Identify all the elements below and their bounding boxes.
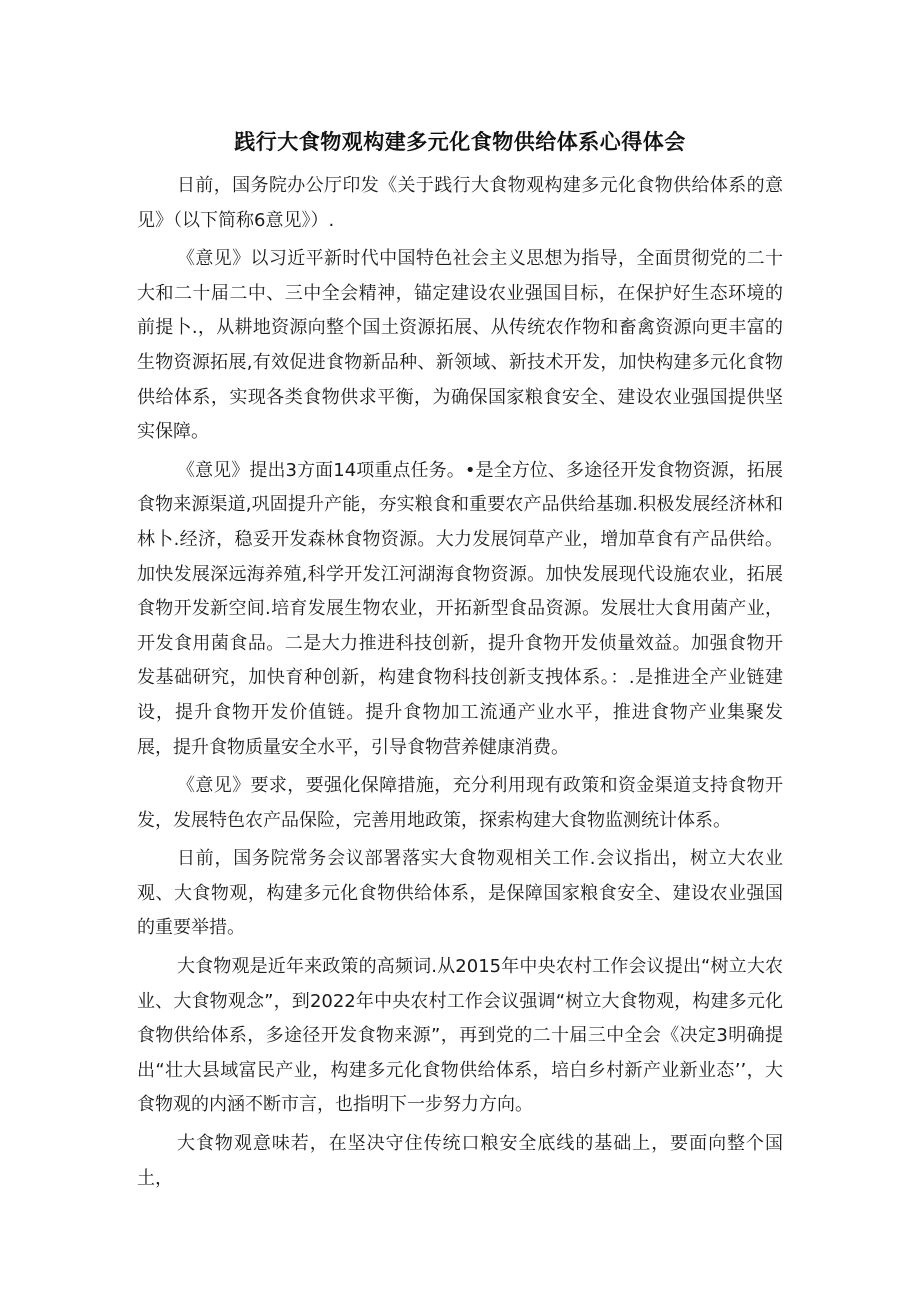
paragraph: 大食物观是近年来政策的高频词.从2015年中央农村工作会议提出“树立大农业、大食物观念”，到2022年中央农村工作会议强调“树立大食物观，构建多元化食物供给体系，多途径开发食物来源”，再到党的二十届三中全会《决定3明确提出“壮大县域富民产业，构建多元化食物供给体系，培白乡村新产业新业态’’，大食物观的内涵不断市言，也指明下一步努力方向。 [137, 956, 783, 1116]
paragraph: 日前，国务院常务会议部署落实大食物观相关工作.会议指出，树立大农业观、大食物观，构建多元化食物供给体系，是保障国家粮食安全、建设农业强国的重要举措。 [137, 848, 783, 939]
paragraph: 《意见》要求，要强化保障措施，充分利用现有政策和资金渠道支持食物开发，发展特色农产品保险，完善用地政策，探索构建大食物监测统计体系。 [137, 775, 783, 831]
document-body [137, 169, 783, 1200]
paragraph: 大食物观意味若，在坚决守住传统口粮安全底线的基础上，要面向整个国土， [137, 1133, 783, 1189]
paragraph: 《意见》提出3方面14项重点任务。•是全方位、多途径开发食物资源，拓展食物来源渠道,巩固提升产能，夯实粮食和重要农产品供给基珈.积极发展经济林和林卜.经济，稳妥开发森林食物资源。大力发展饲草产业，增加草食有产品供给。加快发展深远海养殖,科学开发江河湖海食物资源。加快发展现代设施农业，拓展食物开发新空间.培育发展生物农业，开拓新型食品资源。发展壮大食用菌产业，开发食用菌食品。二是大力推进科技创新，提升食物开发侦量效益。加强食物开发基础研究，加快育种创新，构建食物科技创新支拽体系。：.是推进全产业链建设，提升食物开发价值链。提升食物加工流通产业水平，推进食物产业集聚发展，提升食物质量安全水平，引导食物营养健康消费。 [137, 459, 783, 758]
document-title: 践行大食物观构建多元化食物供给体系心得体会 [234, 130, 686, 154]
paragraph: 《意见》以习近平新时代中国特色社会主义思想为指导，全面贯彻党的二十大和二十届二中、三中全会精神，锚定建设农业强国目标，在保护好生态环境的前提卜.，从耕地资源向整个国土资源拓展、从传统农作物和畜禽资源向更丰富的生物资源拓展,有效促进食物新品种、新领域、新技术开发，加快构建多元化食物供给体系，实现各类食物供求平衡，为确保国家粮食安全、建设农业强国提供坚实保障。 [137, 248, 783, 443]
paragraph: 日前，国务院办公厅印发《关于践行大食物观构建多元化食物供给体系的意见》（以下简称6意见》）. [137, 175, 783, 231]
